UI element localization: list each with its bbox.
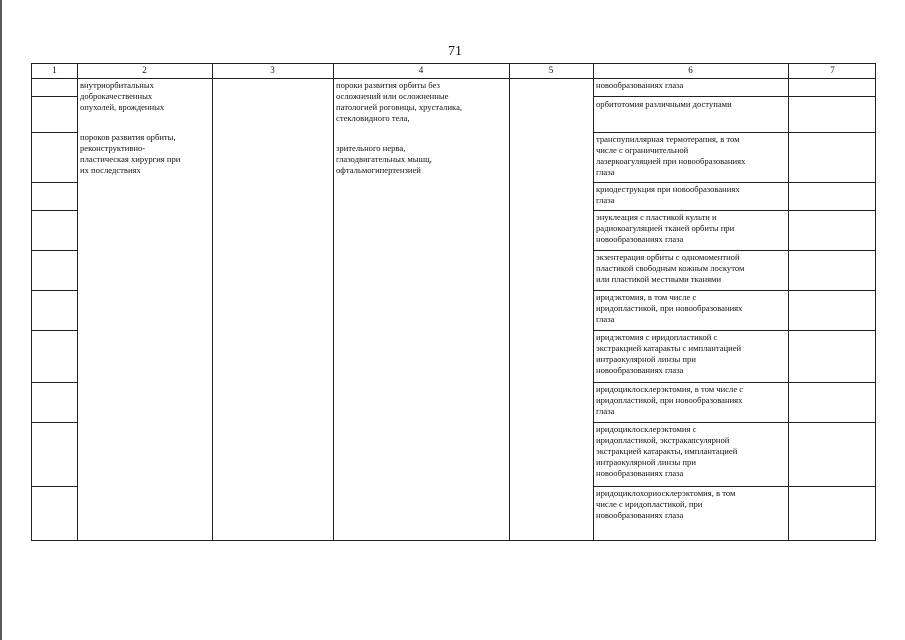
procedures-table bbox=[31, 63, 876, 541]
method-row: иридэктомия, в том числе с иридопластикой, при новообразованиях глаза bbox=[596, 292, 743, 324]
method-row: иридоциклосклерэктомия с иридопластикой, экстракапсулярной экстракцией катаракты, имплантацией интраокулярной линзы при новообразованиях глаза bbox=[596, 424, 738, 478]
method-row: криодеструкция при новообразованиях глаза bbox=[596, 184, 740, 205]
col-divider bbox=[593, 64, 594, 540]
row-divider bbox=[32, 96, 77, 97]
method-row: новообразованиях глаза bbox=[596, 80, 684, 90]
method-row: иридоциклохориосклерэктомия, в том числе с иридопластикой, при новообразованиях глаза bbox=[596, 488, 736, 520]
row-divider bbox=[593, 210, 875, 211]
row-divider bbox=[32, 182, 77, 183]
model-text-1: пороки развития орбиты без осложнений или осложненные патологией роговицы, хрусталика, стекловидного тела, bbox=[336, 80, 463, 123]
method-row: экзентерация орбиты с одномоментной пластикой свободным кожным лоскутом или пластикой местными тканями bbox=[596, 252, 745, 284]
row-divider bbox=[593, 290, 875, 291]
row-divider bbox=[593, 330, 875, 331]
page-number: 71 bbox=[448, 44, 462, 59]
col-header-5: 5 bbox=[548, 65, 554, 75]
col-divider bbox=[212, 64, 213, 540]
row-divider bbox=[593, 132, 875, 133]
row-divider bbox=[32, 132, 77, 133]
col-divider bbox=[333, 64, 334, 540]
col-divider bbox=[788, 64, 789, 540]
diagnosis-text-1: внутриорбитальных доброкачественных опухолей, врожденных bbox=[80, 80, 165, 112]
col-divider bbox=[77, 64, 78, 540]
col-header-6: 6 bbox=[688, 65, 693, 75]
row-divider bbox=[32, 290, 77, 291]
row-divider bbox=[32, 250, 77, 251]
header-divider bbox=[32, 78, 875, 79]
method-row: транспупиллярная термотерапия, в том числе с ограничительной лазеркоагуляцией при новообразованиях глаза bbox=[596, 134, 746, 177]
row-divider bbox=[32, 422, 77, 423]
method-row: орбитотомия различными доступами bbox=[596, 99, 732, 109]
row-divider bbox=[593, 96, 875, 97]
col-header-3: 3 bbox=[270, 65, 275, 75]
row-divider bbox=[32, 330, 77, 331]
method-row: иридэктомия с иридопластикой с экстракцией катаракты с имплантацией интраокулярной линзы при новообразованиях глаза bbox=[596, 332, 742, 375]
row-divider bbox=[593, 422, 875, 423]
col-header-7: 7 bbox=[830, 65, 835, 75]
method-row: энуклеация с пластикой культи и радиокоагуляцией тканей орбиты при новообразованиях глаза bbox=[596, 212, 735, 244]
model-text-2: зрительного нерва, глазодвигательных мышц, офтальмогипертензией bbox=[336, 143, 432, 175]
diagnosis-text-2: пороков развития орбиты, реконструктивно- пластическая хирургия при их последствиях bbox=[80, 132, 181, 175]
row-divider bbox=[32, 382, 77, 383]
col-header-2: 2 bbox=[142, 65, 147, 75]
col-divider bbox=[509, 64, 510, 540]
row-divider bbox=[593, 486, 875, 487]
row-divider bbox=[32, 210, 77, 211]
row-divider bbox=[593, 250, 875, 251]
page-left-edge bbox=[0, 0, 2, 640]
col-header-1: 1 bbox=[52, 65, 57, 75]
method-row: иридоциклосклерэктомия, в том числе с иридопластикой, при новообразованиях глаза bbox=[596, 384, 744, 416]
col-header-4: 4 bbox=[418, 65, 424, 75]
row-divider bbox=[593, 182, 875, 183]
row-divider bbox=[593, 382, 875, 383]
row-divider bbox=[32, 486, 77, 487]
